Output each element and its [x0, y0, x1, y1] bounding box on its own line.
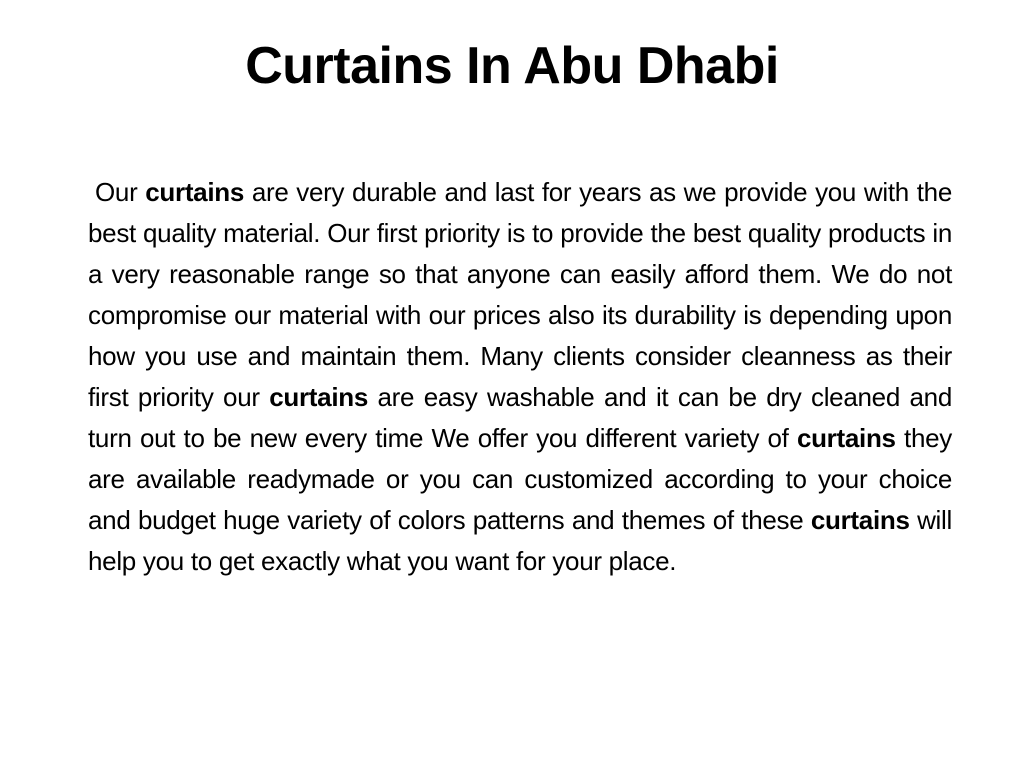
keyword-curtains: curtains	[145, 177, 245, 207]
keyword-curtains: curtains	[796, 423, 896, 453]
body-text-segment: they are available readymade or you can customized according to your choice and budget huge variety of colors patterns and themes of these	[88, 423, 952, 535]
keyword-curtains: curtains	[269, 382, 368, 412]
slide-title: Curtains In Abu Dhabi	[245, 37, 779, 95]
slide-body-paragraph	[88, 172, 952, 582]
keyword-curtains: curtains	[810, 505, 910, 535]
body-text-segment: will help you to get exactly what you want for your place.	[88, 505, 952, 576]
body-text-segment: are very durable and last for years as we provide you with the best quality material. Our first priority is to provide the best quality products in a very reasonable range so that anyone can easily afford them. We do not compromise our material with our prices also its durability is depending upon how you use and maintain them. Many clients consider cleanness as their first priority our	[88, 177, 952, 412]
body-text-segment: are easy washable and it can be dry cleaned and turn out to be new every time We offer you different variety of	[88, 382, 952, 453]
body-text-segment: Our	[95, 177, 146, 207]
